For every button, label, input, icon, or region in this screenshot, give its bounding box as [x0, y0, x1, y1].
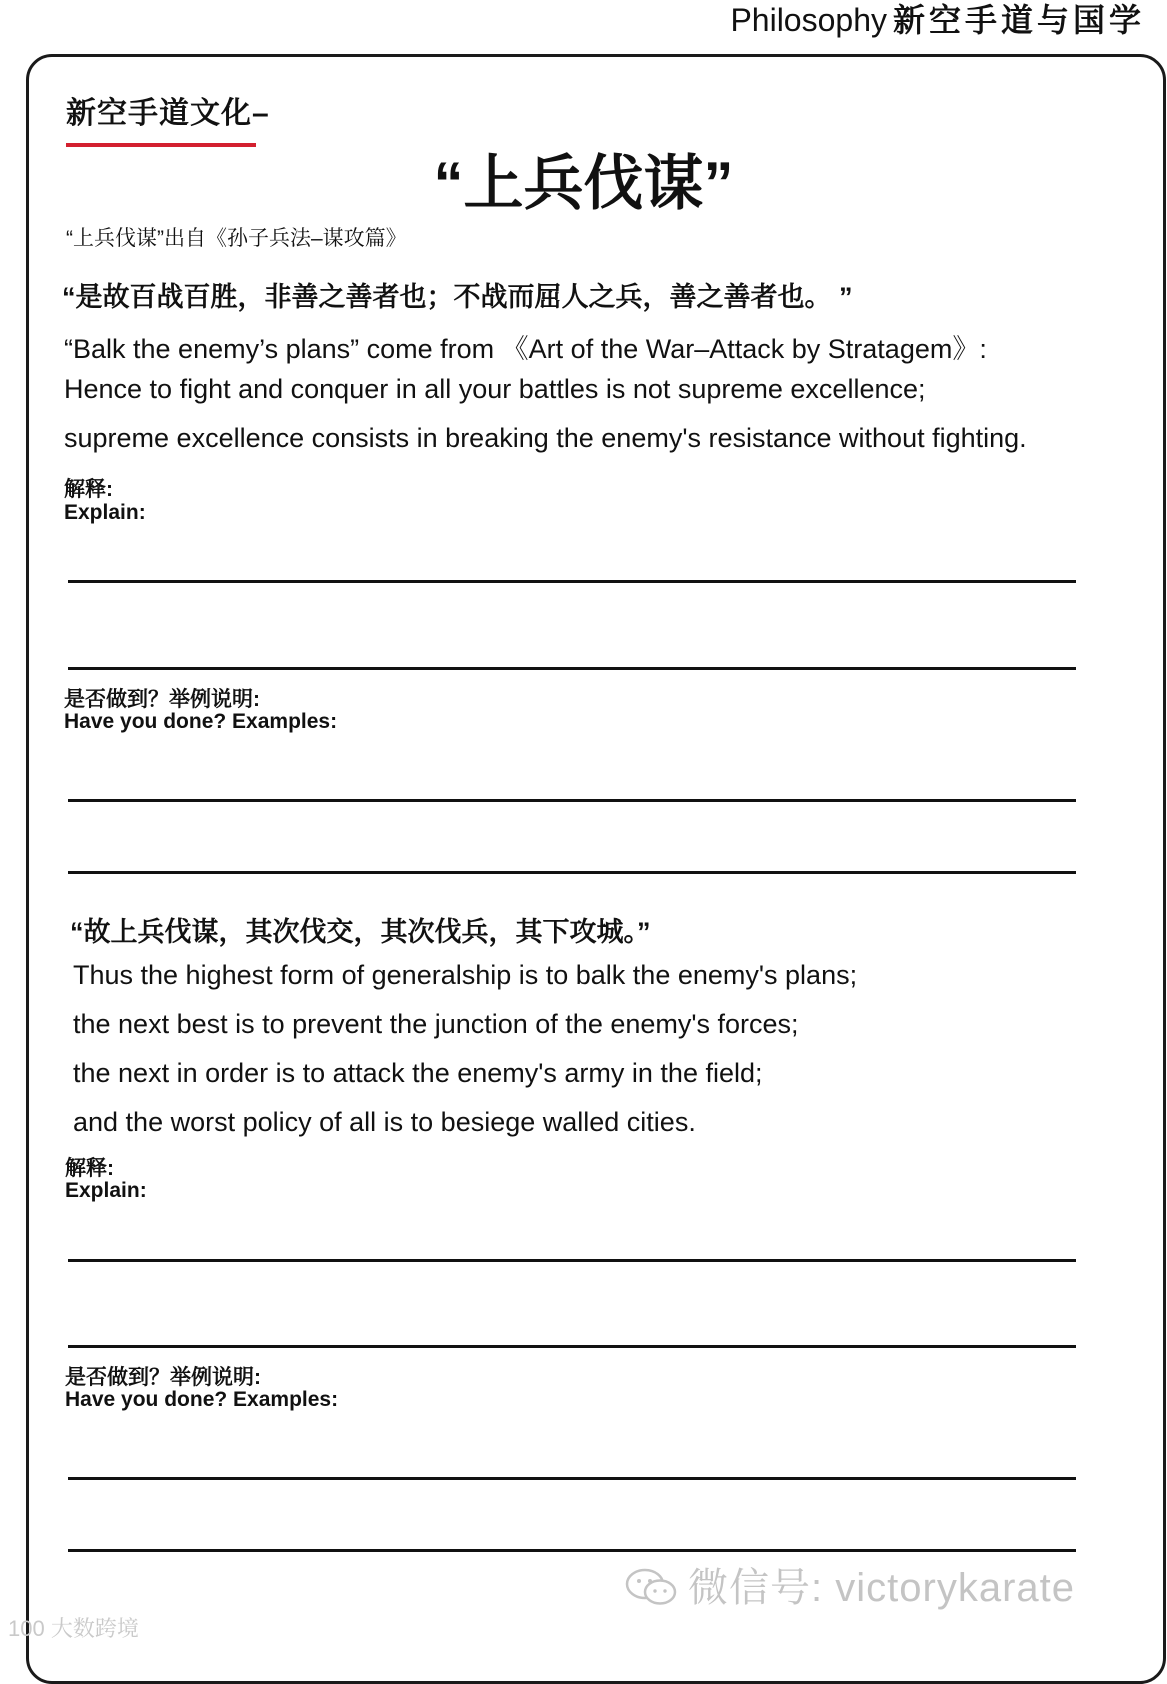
examples-label-cn-2: 是否做到？举例说明: [65, 1366, 261, 1389]
wechat-watermark [624, 1556, 1075, 1613]
header-philosophy: Philosophy [730, 2, 887, 38]
quote-en-2-line-2: the next best is to prevent the junction of the enemy's forces; [73, 1009, 799, 1039]
quote-en-2-line-3: the next in order is to attack the enemy's army in the field; [73, 1058, 763, 1088]
quote-en-2-line-4: and the worst policy of all is to besiege walled cities. [73, 1107, 696, 1137]
quote-cn-1: “是故百战百胜，非善之善者也；不战而屈人之兵，善之善者也。 ” [62, 282, 853, 312]
section-title: 新空手道文化– [66, 97, 270, 130]
explain-answer-line-1a[interactable] [68, 580, 1076, 583]
watermark-text: 微信号: victorykarate [688, 1566, 1075, 1610]
explain-label-en-1: Explain: [64, 501, 146, 524]
examples-label-cn-1: 是否做到？举例说明: [64, 688, 260, 711]
wechat-icon [624, 1567, 680, 1607]
quote-en-1-line-1: “Balk the enemy’s plans” come from 《Art of the War–Attack by Stratagem》: [64, 334, 987, 364]
header-brand-cn: 新空手道与国学 [892, 1, 1145, 39]
examples-answer-line-2a[interactable] [68, 1477, 1076, 1480]
quote-en-1-line-2: Hence to fight and conquer in all your battles is not supreme excellence; [64, 374, 926, 404]
explain-label-cn-1: 解释: [64, 478, 113, 501]
examples-label-en-1: Have you done? Examples: [64, 710, 338, 733]
explain-label-cn-2: 解释: [65, 1157, 114, 1180]
page-header [730, 0, 1145, 44]
examples-answer-line-2b[interactable] [68, 1549, 1076, 1552]
explain-answer-line-2a[interactable] [68, 1259, 1076, 1262]
quote-en-2-line-1: Thus the highest form of generalship is to balk the enemy's plans; [73, 960, 858, 990]
explain-answer-line-1b[interactable] [68, 667, 1076, 670]
quote-cn-2: “故上兵伐谋，其次伐交，其次伐兵，其下攻城。” [70, 917, 651, 947]
page-title: “上兵伐谋” [433, 150, 734, 217]
explain-answer-line-2b[interactable] [68, 1345, 1076, 1348]
corner-watermark: 100 大数跨境 [8, 1616, 139, 1641]
examples-answer-line-1a[interactable] [68, 799, 1076, 802]
explain-label-en-2: Explain: [65, 1179, 147, 1202]
source-citation: “上兵伐谋”出自《孙子兵法–谋攻篇》 [66, 227, 407, 250]
quote-en-1-line-3: supreme excellence consists in breaking the enemy's resistance without fighting. [64, 423, 1027, 453]
examples-answer-line-1b[interactable] [68, 871, 1076, 874]
examples-label-en-2: Have you done? Examples: [65, 1388, 339, 1411]
